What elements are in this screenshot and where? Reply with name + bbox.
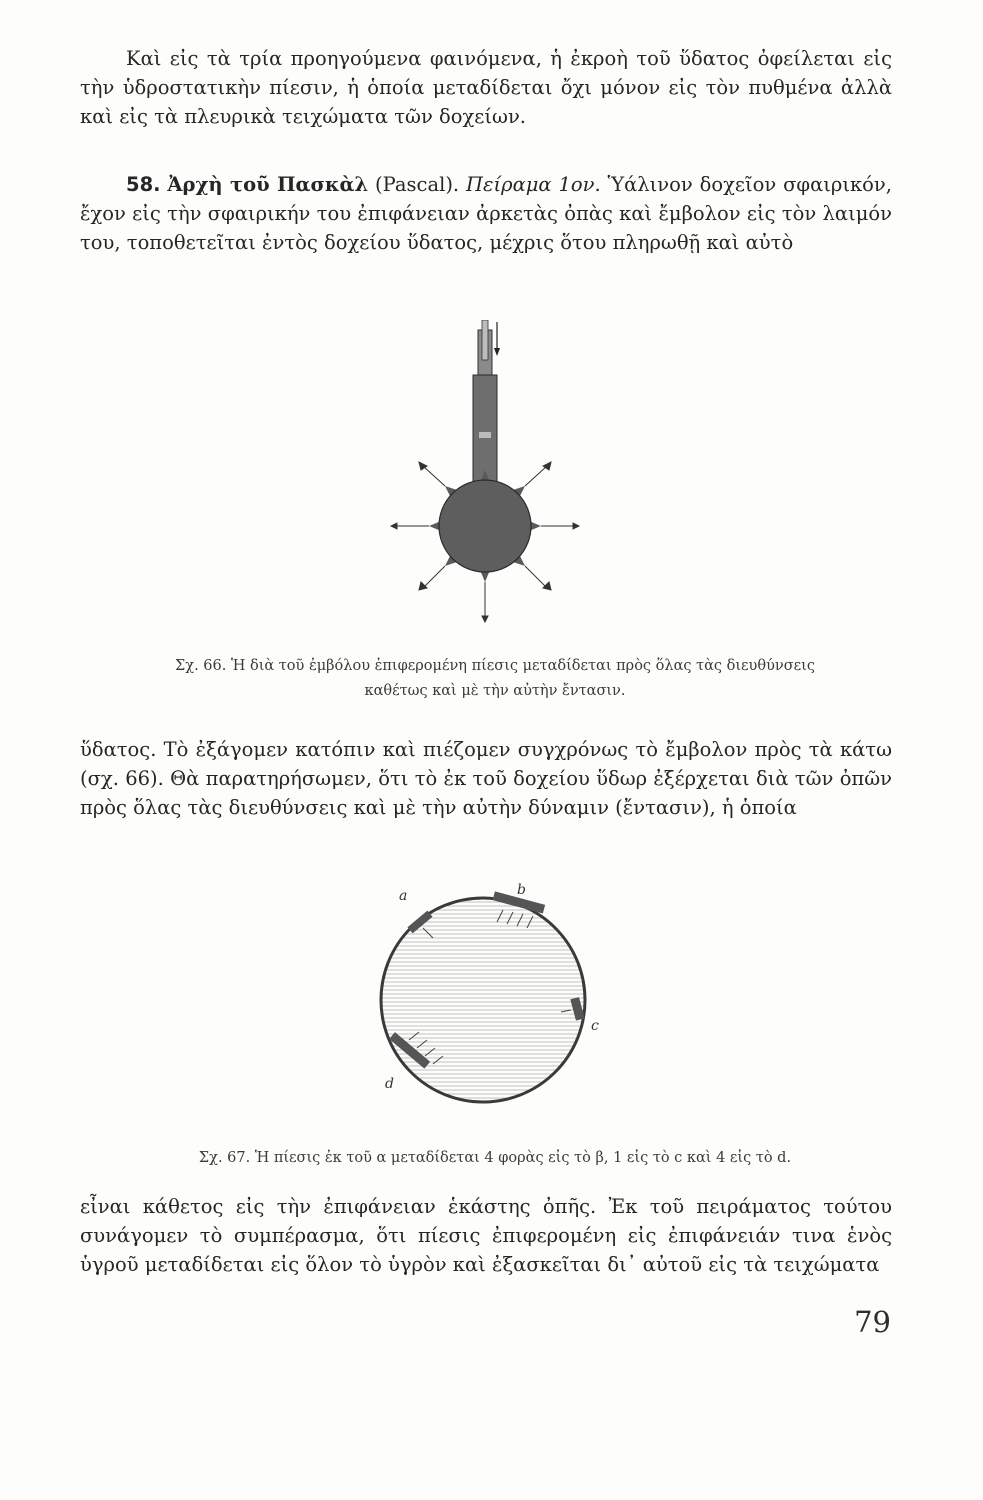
- spherical-vessel: [439, 480, 531, 572]
- label-c: c: [591, 1018, 599, 1034]
- section-58-paragraph: [80, 170, 892, 257]
- piston-rod: [478, 320, 492, 380]
- figure-67-pressure-vessel: [365, 880, 605, 1110]
- section-title-latin: (Pascal).: [368, 173, 466, 196]
- vessel-neck: [473, 375, 497, 485]
- figure-66-sphere-piston: [385, 320, 585, 630]
- experiment-label: Πείραμα 1ον.: [466, 173, 601, 196]
- section-number: 58.: [126, 173, 161, 196]
- figure-67-caption: Σχ. 67. Ἡ πίεσις ἐκ τοῦ α μεταδίδεται 4 φορὰς εἰς τὸ β, 1 εἰς τὸ c καὶ 4 εἰς τὸ d.: [198, 1150, 792, 1166]
- paragraph-hydrostatic-pressure: Καὶ εἰς τὰ τρία προηγούμενα φαινόμενα, ἡ ἐκροὴ τοῦ ὕδατος ὀφείλεται εἰς τὴν ὑδροστατικὴν πίεσιν, ἡ ὁποία μεταδίδεται ὄχι μόνον εἰς τὸν πυθμένα ἀλλὰ καὶ εἰς τὰ πλευρικὰ τειχώματα τῶν δοχείων.: [80, 47, 892, 128]
- figure-66-caption: Σχ. 66. Ἡ διὰ τοῦ ἐμβόλου ἐπιφερομένη πίεσις μεταδίδεται πρὸς ὅλας τὰς διευθύνσεις καθέτως καὶ μὲ τὴν αὐτὴν ἔντασιν.: [175, 658, 815, 699]
- label-d: d: [385, 1076, 394, 1092]
- section-text: Ὑάλινον δοχεῖον σφαιρικόν, ἔχον εἰς τὴν σφαιρικήν του ἐπιφάνειαν ἀρκετὰς ὀπὰς καὶ ἔμβολον εἰς τὸν λαιμόν του, τοποθετεῖται ἐντὸς δοχείου ὕδατος, μέχρις ὅτου πληρωθῇ καὶ αὐτὸ: [80, 173, 892, 254]
- label-b: b: [517, 882, 526, 898]
- paragraph-experiment-result: ὕδατος. Τὸ ἐξάγομεν κατόπιν καὶ πιέζομεν συγχρόνως τὸ ἔμβολον πρὸς τὰ κάτω (σχ. 66). Θὰ παρατηρήσωμεν, ὅτι τὸ ἐκ τοῦ δοχείου ὕδωρ ἐξέρχεται διὰ τῶν ὀπῶν πρὸς ὅλας τὰς διευθύνσεις καὶ μὲ τὴν αὐτὴν δύναμιν (ἔντασιν), ἡ ὁποία: [80, 738, 892, 819]
- paragraph-conclusion: εἶναι κάθετος εἰς τὴν ἐπιφάνειαν ἑκάστης ὀπῆς. Ἐκ τοῦ πειράματος τούτου συνάγομεν τὸ συμπέρασμα, ὅτι πίεσις ἐπιφερομένη εἰς ἐπιφάνειάν τινα ἑνὸς ὑγροῦ μεταδίδεται εἰς ὅλον τὸ ὑγρὸν καὶ ἐξασκεῖται δι᾽ αὐτοῦ εἰς τὰ τειχώματα: [80, 1195, 892, 1276]
- label-a: a: [399, 888, 408, 904]
- section-title: Ἀρχὴ τοῦ Πασκὰλ: [167, 173, 369, 196]
- page-number: 79: [854, 1305, 891, 1339]
